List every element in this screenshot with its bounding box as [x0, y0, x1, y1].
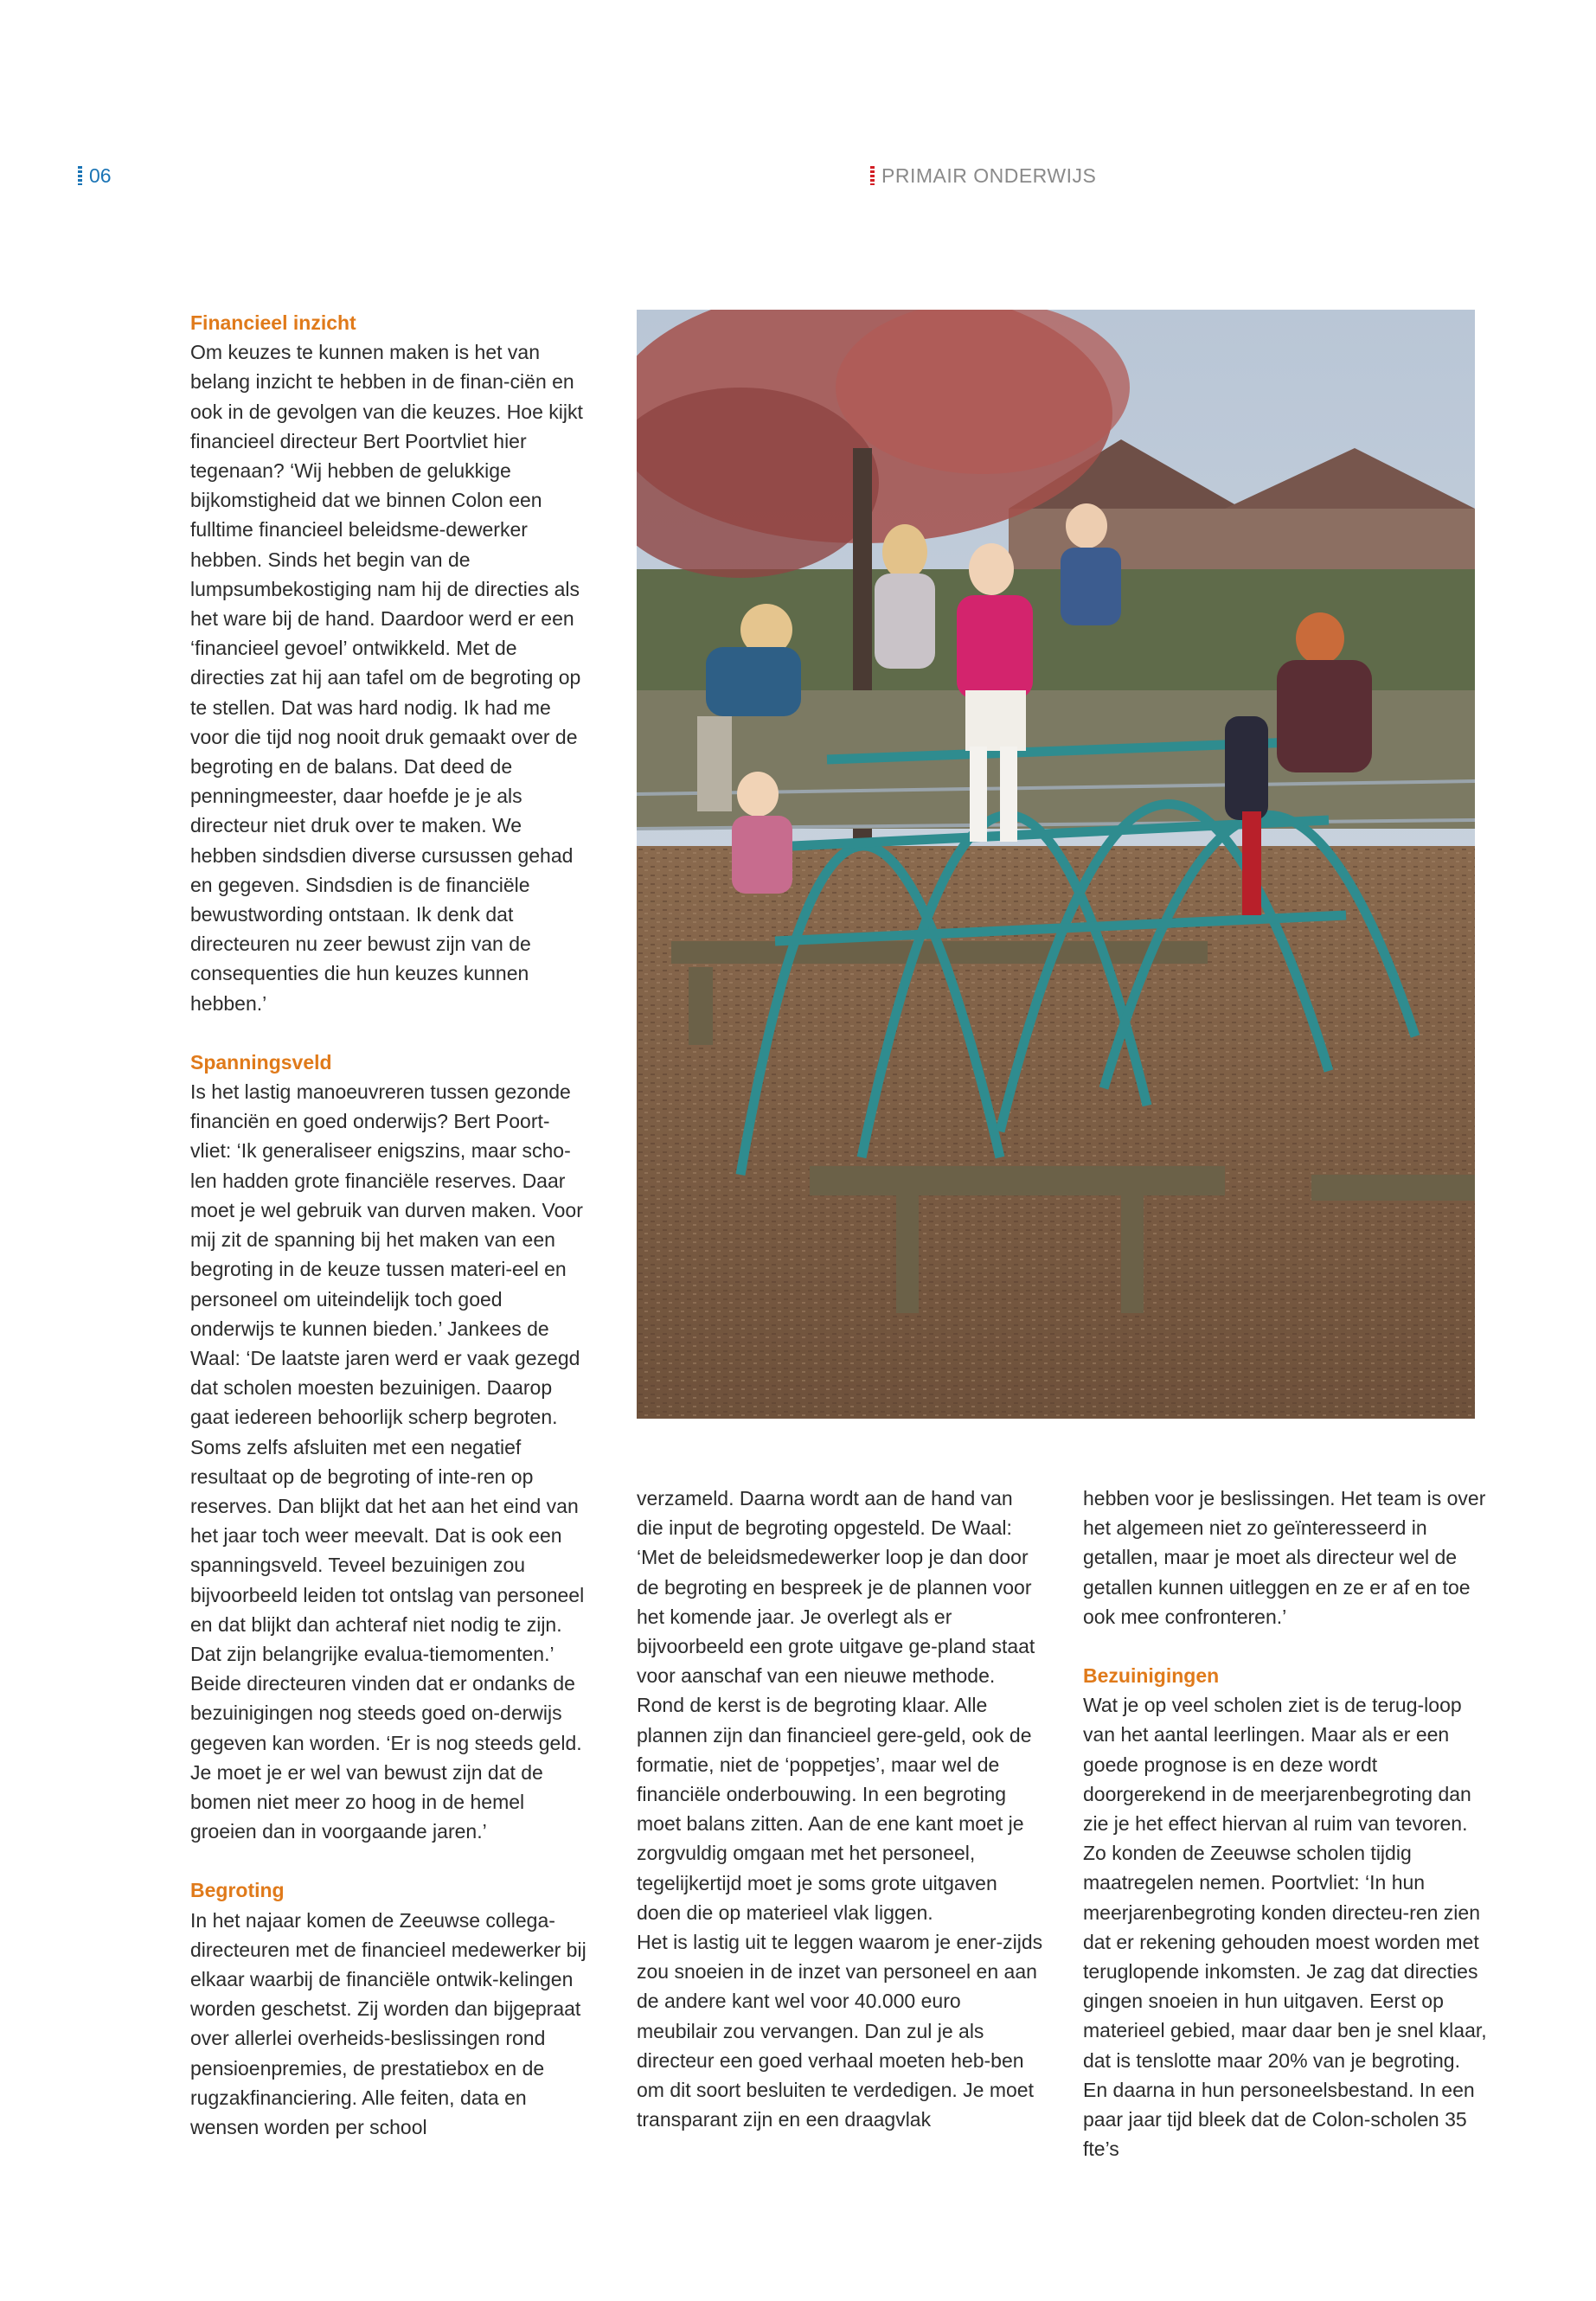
paragraph: hebben voor je beslissingen. Het team is over het algemeen niet zo geïnteresseerd in getallen, maar je moet als directeur wel de getallen kunnen uitleggen en ze er af en toe ook mee confronteren.’ — [1083, 1487, 1486, 1628]
page-number — [78, 161, 112, 190]
section-title-text: PRIMAIR ONDERWIJS — [881, 164, 1097, 187]
section-bars-icon — [870, 166, 875, 185]
paragraph: verzameld. Daarna wordt aan de hand van die input de begroting opgesteld. De Waal: ‘Met de beleidsmedewerker loop je dan door de begroting en bespreek je de plannen voor het komende jaar. Je overlegt als er bijvoorbeeld een grote uitgave ge-pland staat voor aanschaf van een nieuwe methode. Rond de kerst is de begroting klaar. Alle plannen zijn dan financieel gere-geld, ook de formatie, niet de ‘poppetjes’, maar wel de financiële onderbouwing. In een begroting moet balans zitten. Aan de ene kant moet je zorgvuldig omgaan met het personeel, tegelijkertijd moet je soms grote uitgaven doen die op materieel vlak liggen. — [637, 1487, 1035, 1924]
paragraph: In het najaar komen de Zeeuwse collega-directeuren met de financieel medewerker bij elkaar waarbij de financiële ontwik-kelingen worden geschetst. Zij worden dan bijgepraat over allerlei overheids-beslissingen rond pensioenpremies, de prestatiebox en de rugzakfinanciering. Alle feiten, data en wensen worden per school — [190, 1908, 586, 2138]
heading-bezuinigingen: Bezuinigingen — [1083, 1664, 1220, 1688]
heading-spanningsveld: Spanningsveld — [190, 1050, 332, 1074]
page-number-text: 06 — [89, 164, 112, 187]
text-column-3 — [1083, 1484, 1490, 2163]
text-column-1 — [190, 308, 588, 2142]
paragraph: Het is lastig uit te leggen waarom je ener-zijds zou snoeien in de inzet van personeel en aan de andere kant wel voor 40.000 euro meubilair zou vervangen. Dan zul je als directeur een goed verhaal moeten heb-ben om dit soort besluiten te verdedigen. Je moet transparant zijn en een draagvlak — [637, 1931, 1043, 2131]
page-number-bars-icon — [78, 166, 82, 185]
text-column-2 — [637, 1484, 1043, 2134]
paragraph: Beide directeuren vinden dat er ondanks de bezuinigingen nog steeds goed on-derwijs gegeven kan worden. ‘Er is nog steeds geld. Je moet je er wel van bewust zijn dat de bomen niet meer zo hoog in de hemel groeien dan in voorgaande jaren.’ — [190, 1672, 582, 1843]
playground-photo — [637, 310, 1475, 1419]
paragraph: Om keuzes te kunnen maken is het van belang inzicht te hebben in de finan-ciën en ook in de gevolgen van die keuzes. Hoe kijkt financieel directeur Bert Poortvliet hier tegenaan? ‘Wij hebben de gelukkige bijkomstigheid dat we binnen Colon een fulltime financieel beleidsme-dewerker hebben. Sinds het begin van de lumpsumbekostiging nam hij de directies als het ware bij de hand. Daardoor werd er een ‘financieel gevoel’ ontwikkeld. Met de directies zat hij aan tafel om de begroting op te stellen. Dat was hard nodig. Ik had me voor die tijd nog nooit druk gemaakt over de begroting en de balans. Dat deed de penningmeester, daar hoefde je je als directeur niet druk over te maken. We hebben sindsdien diverse cursussen gehad en gegeven. Sindsdien is de financiële bewustwording ontstaan. Ik denk dat directeuren nu zeer bewust zijn van de consequenties die hun keuzes kunnen hebben.’ — [190, 341, 583, 1015]
playground-photo-icon — [637, 310, 1475, 1419]
heading-financieel-inzicht: Financieel inzicht — [190, 311, 356, 334]
paragraph: Is het lastig manoeuvreren tussen gezonde financiën en goed onderwijs? Bert Poort-vliet: ‘Ik generaliseer enigszins, maar scho-len hadden grote financiële reserves. Daar moet je wel gebruik van durven maken. Voor mij zit de spanning bij het maken van een begroting in de keuze tussen materi-eel en personeel om uiteindelijk toch goed onderwijs te kunnen bieden.’ Jankees de Waal: ‘De laatste jaren werd er vaak gezegd dat scholen moesten bezuinigen. Daarop gaat iedereen behoorlijk scherp begroten. Soms zelfs afsluiten met een negatief resultaat op de begroting of inte-ren op reserves. Dan blijkt dat het aan het eind van het jaar toch weer meevalt. Dat is ook een spanningsveld. Teveel bezuinigen zou bijvoorbeeld leiden tot ontslag van personeel en dat blijkt dan achteraf niet nodig te zijn. Dat zijn belangrijke evalua-tiemomenten.’ — [190, 1080, 585, 1665]
section-title — [870, 161, 1096, 190]
paragraph: Wat je op veel scholen ziet is de terug-loop van het aantal leerlingen. Maar als er een goede prognose is en deze wordt doorgerekend in de meerjarenbegroting dan zie je het effect hiervan al ruim van tevoren. Zo konden de Zeeuwse scholen tijdig maatregelen nemen. Poortvliet: ‘In hun meerjarenbegroting konden directeu-ren zien dat er rekening gehouden moest worden met teruglopende inkomsten. Je zag dat directies gingen snoeien in hun uitgaven. Eerst op materieel gebied, maar daar ben je snel klaar, dat is tenslotte maar 20% van je begroting. En daarna in hun personeelsbestand. In een paar jaar tijd bleek dat de Colon-scholen 35 fte’s — [1083, 1694, 1487, 2161]
heading-begroting: Begroting — [190, 1879, 285, 1902]
